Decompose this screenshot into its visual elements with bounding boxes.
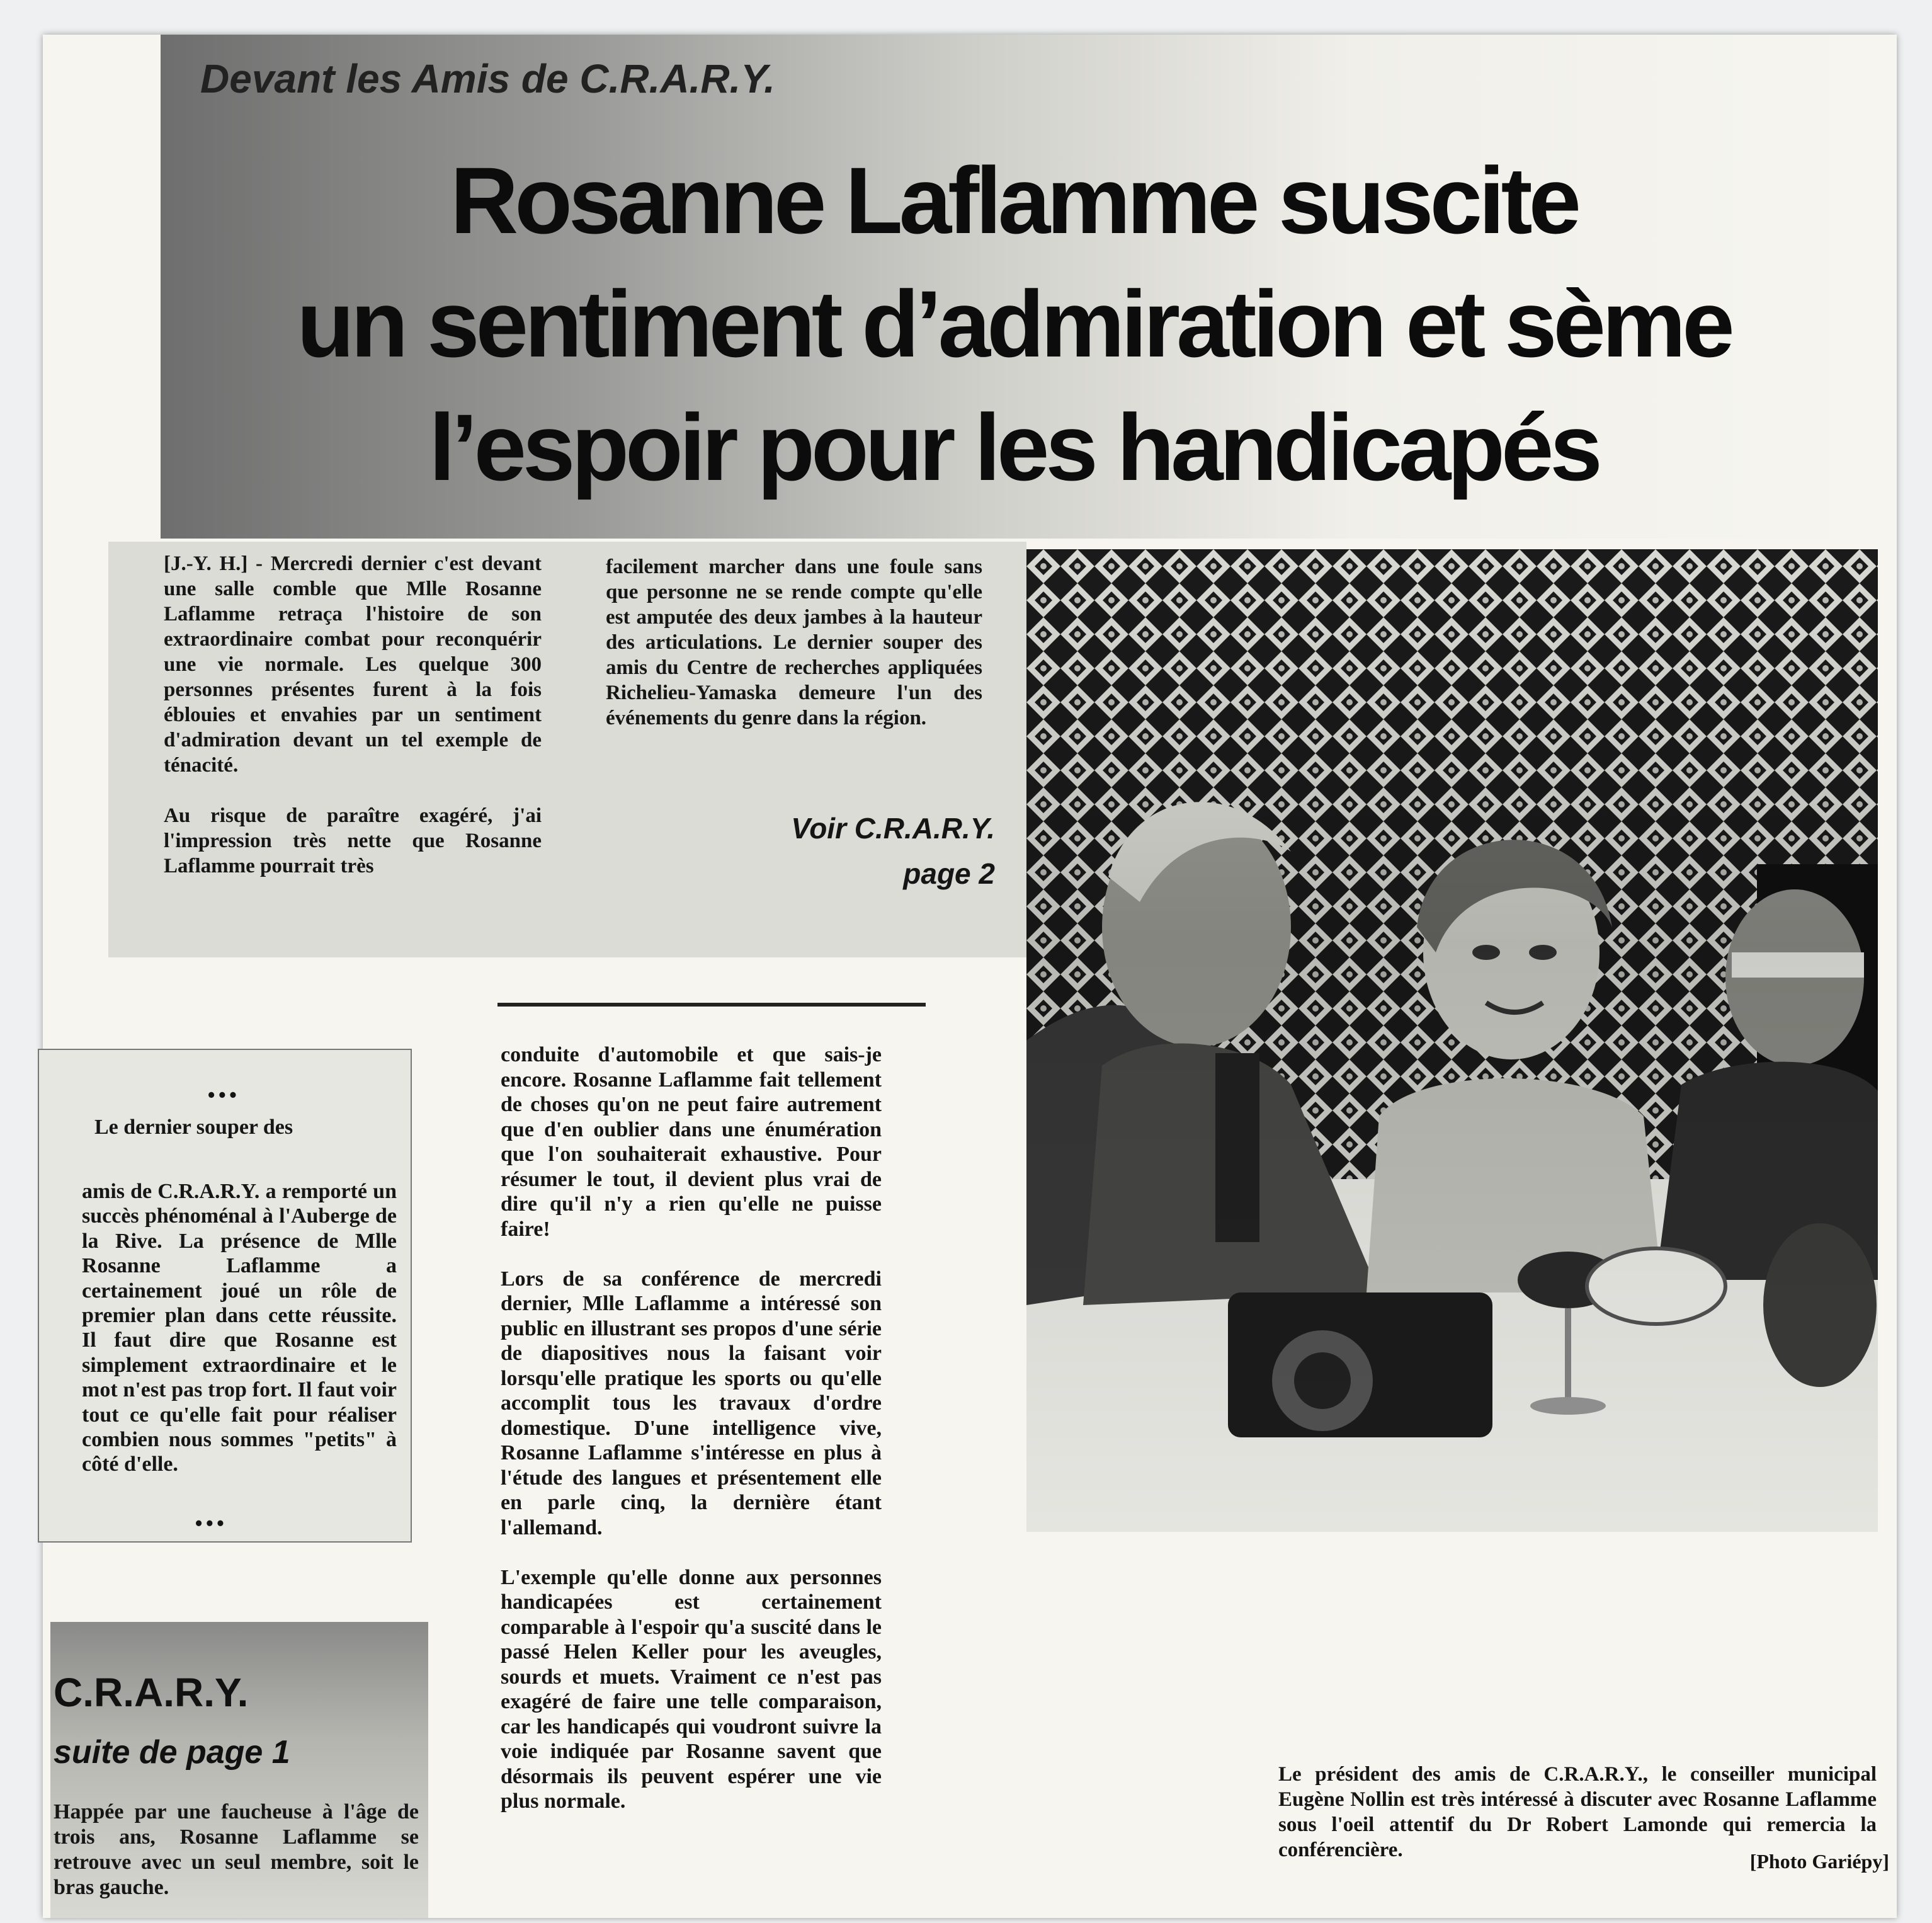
continuation-page: page 2 — [903, 857, 995, 890]
press-photo — [1026, 549, 1878, 1532]
photo-caption: Le président des amis de C.R.A.R.Y., le conseiller municipal Eugène Nollin est très intéressé à discuter avec Rosanne Laflamme sous l'oeil attentif du Dr Robert Lamonde qui remercia la conférencière. — [1278, 1763, 1877, 1861]
sidebar-lead: Le dernier souper des — [94, 1116, 293, 1139]
middle-column-text: conduite d'automobile et que sais-je encore. Rosanne Laflamme fait tellement de choses qu'on ne peut faire autrement que d'en oublier dans une énumération que l'on souhaiterait exhaustive. Pour résumer le tout, il devient plus vrai de dire qu'il n'y a rien qu'elle ne puisse faire! Lors de sa conférence de mercredi dernier, Mlle Laflamme a intéressé son public en illustrant ses propos d'une série de diapositives nous la faisant voir lorsqu'elle pratique les sports ou qu'elle accomplit tous les travaux d'ordre domestique. D'une intelligence vive, Rosanne Laflamme s'intéresse en plus à l'étude des langues et présentement elle en parle cinq, la dernière étant l'allemand. L'exemple qu'elle donne aux personnes handicapées est certainement comparable à l'espoir qu'a suscité dans le passé Helen Keller pour les aveugles, sourds et muets. Vraiment ce n'est pas exagéré de faire une telle comparaison, car les handicapés qui voudront suivre la voie indiquée par Rosanne savent que désormais ils peuvent espérer une vie plus normale. — [501, 1043, 882, 1813]
ornament-dots-top: ••• — [208, 1083, 241, 1106]
headline — [208, 139, 1820, 509]
headline-line-1: Rosanne Laflamme suscite — [450, 147, 1578, 253]
headline-line-3: l’espoir pour les handicapés — [429, 394, 1599, 500]
suite-text: Happée par une faucheuse à l'âge de trois ans, Rosanne Laflamme se retrouve avec un seul membre, soit le bras gauche. — [54, 1800, 419, 1899]
suite-title: C.R.A.R.Y. — [54, 1670, 249, 1715]
sidebar-text: amis de C.R.A.R.Y. a remporté un succès phénoménal à l'Auberge de la Rive. La présence de Mlle Rosanne Laflamme a certainement joué un rôle de premier plan dans cette réussite. Il faut dire que Rosanne est simplement extraordinaire et le mot n'est pas trop fort. Il faut voir tout ce qu'elle fait pour réaliser combien nous sommes "petits" à côté d'elle. — [82, 1180, 397, 1476]
article-column-a: [J.-Y. H.] - Mercredi dernier c'est devant une salle comble que Mlle Rosanne Laflamme retraça l'histoire de son extraordinaire combat pour reconquérir une vie normale. Les quelque 300 personnes présentes furent à la fois éblouies et envahies par un sentiment d'admiration devant un tel exemple de ténacité. Au risque de paraître exagéré, j'ai l'impression très nette que Rosanne Laflamme pourrait très — [164, 552, 542, 877]
ornament-dots-bottom: ••• — [195, 1512, 228, 1534]
headline-line-2: un sentiment d’admiration et sème — [297, 271, 1731, 377]
kicker: Devant les Amis de C.R.A.R.Y. — [200, 56, 775, 101]
column-rule — [497, 1003, 926, 1007]
article-column-b: facilement marcher dans une foule sans que personne ne se rende compte qu'elle est amputée des deux jambes à la hauteur des articulations. Le dernier souper des amis du Centre de recherches appliquées Richelieu-Yamaska demeure l'un des événements du genre dans la région. — [606, 556, 982, 729]
photo-illustration — [1026, 549, 1878, 1532]
photo-credit: [Photo Gariépy] — [1749, 1850, 1889, 1873]
suite-subtitle: suite de page 1 — [54, 1734, 290, 1771]
continuation-ref: Voir C.R.A.R.Y. — [791, 812, 995, 845]
